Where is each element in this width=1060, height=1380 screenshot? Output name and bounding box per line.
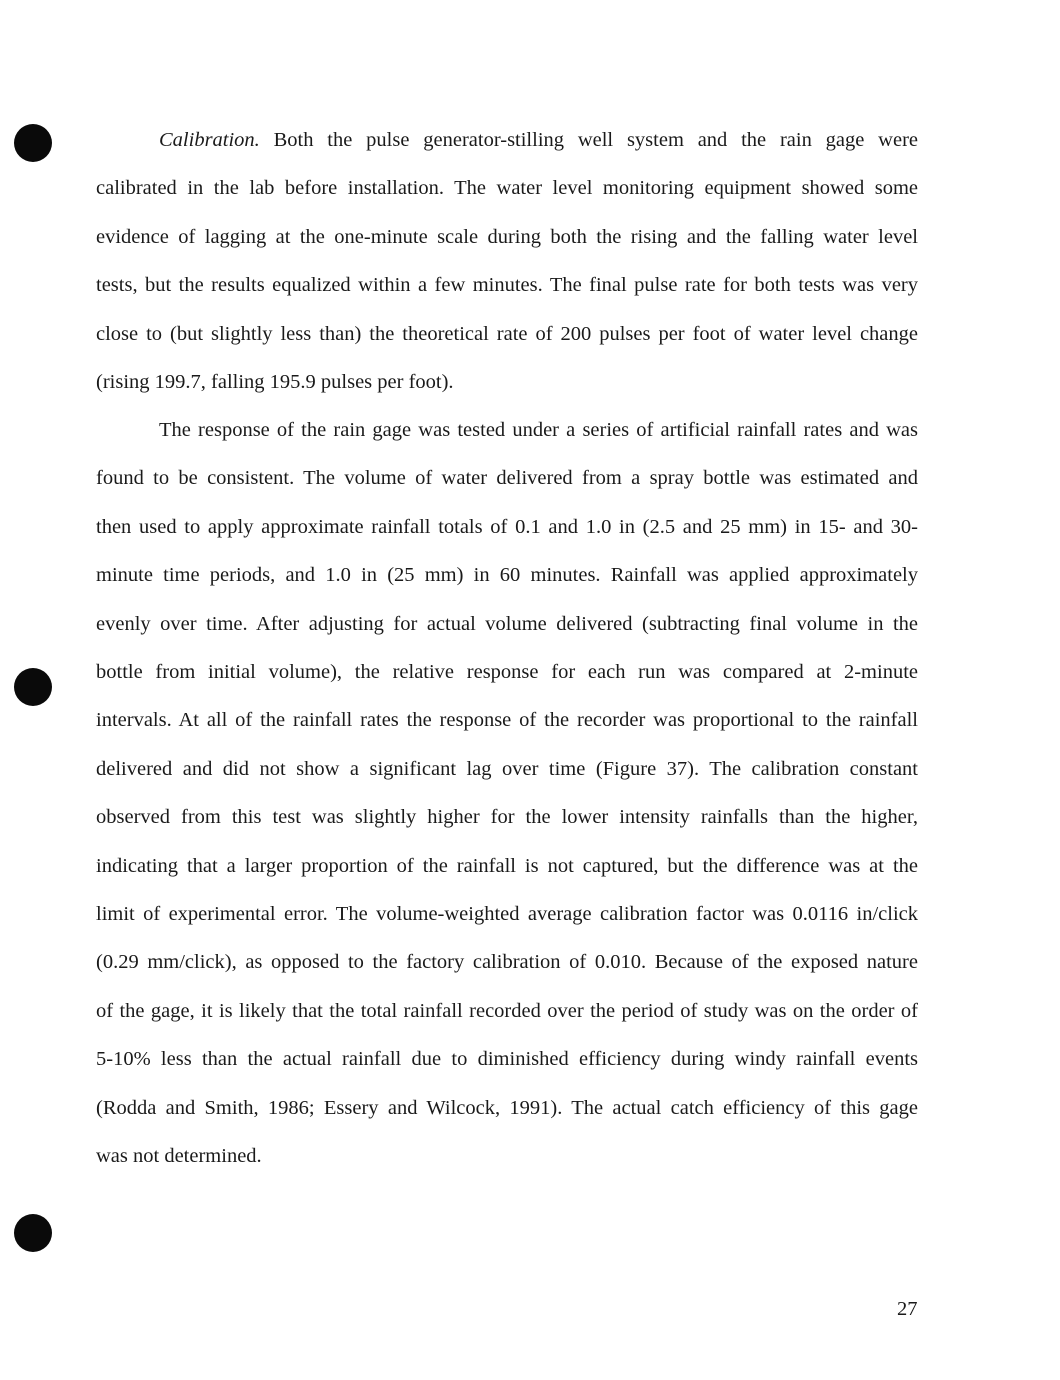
run-in-heading: Calibration.: [159, 129, 260, 151]
text-line: evidence of lagging at the one-minute scale during both the rising and the falling water level: [96, 225, 918, 248]
text-line: minute time periods, and 1.0 in (25 mm) in 60 minutes. Rainfall was applied approximately: [96, 564, 918, 587]
text-line: bottle from initial volume), the relative response for each run was compared at 2-minute: [96, 661, 918, 684]
punch-hole-top: [14, 124, 52, 162]
text-line: delivered and did not show a significant lag over time (Figure 37). The calibration constant: [96, 757, 918, 780]
text-line: tests, but the results equalized within a few minutes. The final pulse rate for both tests was very: [96, 274, 918, 297]
text-line: (Rodda and Smith, 1986; Essery and Wilcock, 1991). The actual catch efficiency of this gage: [96, 1096, 918, 1119]
text-line: 5-10% less than the actual rainfall due to diminished efficiency during windy rainfall events: [96, 1048, 918, 1071]
text-line: then used to apply approximate rainfall totals of 0.1 and 1.0 in (2.5 and 25 mm) in 15- and 30-: [96, 515, 918, 538]
text-line: indicating that a larger proportion of the rainfall is not captured, but the difference was at the: [96, 854, 918, 877]
text-line: Calibration. Both the pulse generator-stilling well system and the rain gage were: [159, 129, 918, 151]
text-line: found to be consistent. The volume of water delivered from a spray bottle was estimated and: [96, 467, 918, 490]
text-line: of the gage, it is likely that the total rainfall recorded over the period of study was on the order of: [96, 999, 918, 1022]
text-line: was not determined.: [96, 1145, 262, 1168]
punch-hole-middle: [14, 668, 52, 706]
text-line: (rising 199.7, falling 195.9 pulses per foot).: [96, 371, 454, 394]
paragraph-calibration: [96, 116, 918, 406]
text-line: close to (but slightly less than) the theoretical rate of 200 pulses per foot of water level change: [96, 322, 918, 345]
paragraph-rain-gage-response: [96, 406, 918, 1181]
text-line: calibrated in the lab before installation. The water level monitoring equipment showed some: [96, 177, 918, 200]
punch-hole-bottom: [14, 1214, 52, 1252]
text-line: (0.29 mm/click), as opposed to the factory calibration of 0.010. Because of the exposed nature: [96, 951, 918, 974]
text-line: evenly over time. After adjusting for actual volume delivered (subtracting final volume in the: [96, 612, 918, 635]
page-number: 27: [897, 1298, 918, 1320]
text-line: observed from this test was slightly higher for the lower intensity rainfalls than the higher,: [96, 806, 918, 829]
text-line: The response of the rain gage was tested under a series of artificial rainfall rates and was: [159, 419, 918, 441]
text-line: limit of experimental error. The volume-weighted average calibration factor was 0.0116 in/click: [96, 903, 918, 926]
text-line: intervals. At all of the rainfall rates the response of the recorder was proportional to the rainfall: [96, 709, 918, 732]
